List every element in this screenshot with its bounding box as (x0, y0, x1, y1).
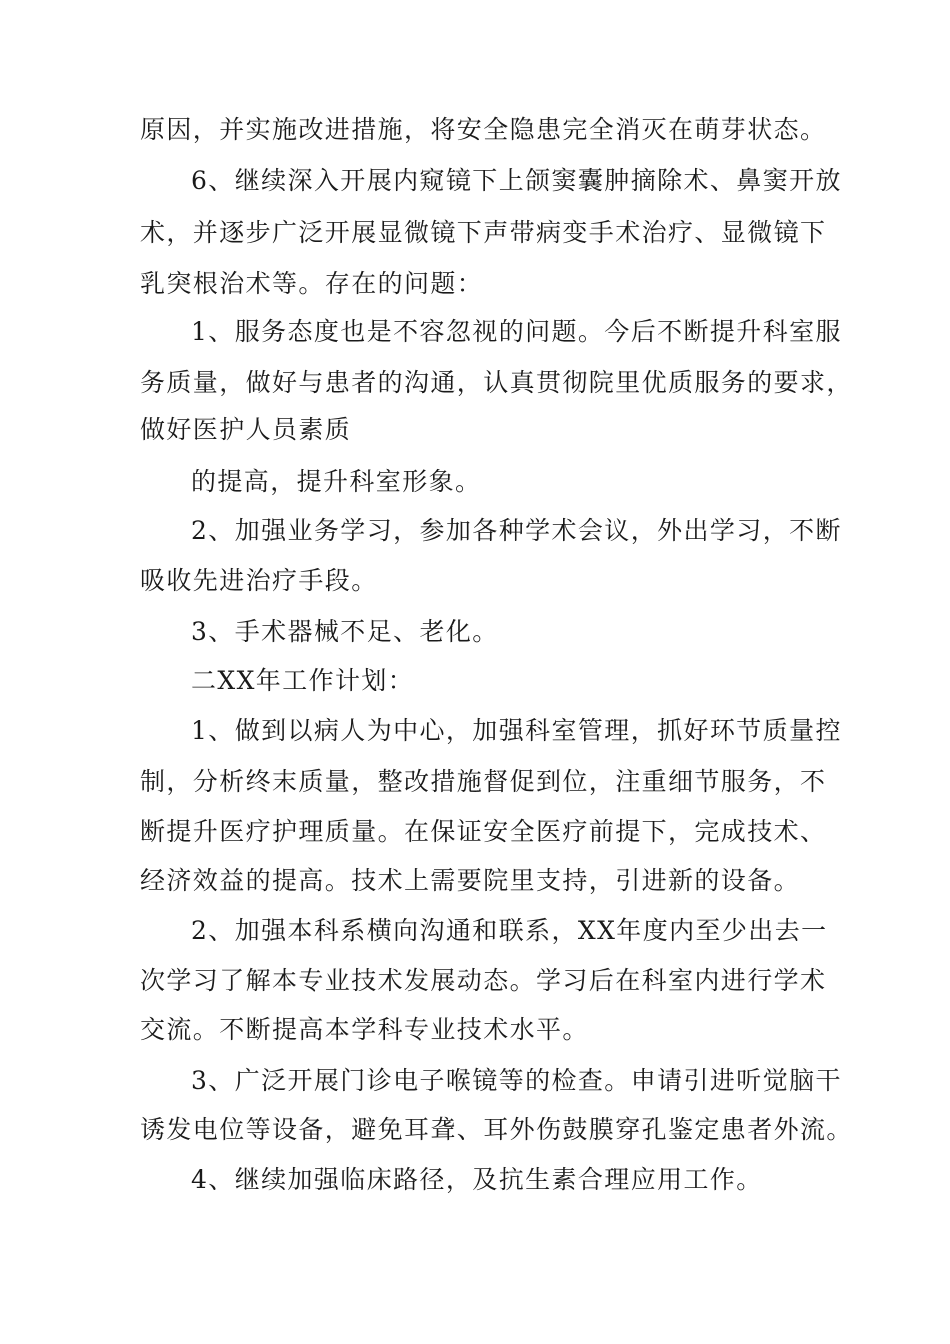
text-line: 3、广泛开展门诊电子喉镜等的检查。申请引进听觉脑干 (191, 1066, 842, 1095)
text-line: 制，分析终末质量，整改措施督促到位，注重细节服务，不 (140, 767, 827, 796)
text-line: 术，并逐步广泛开展显微镜下声带病变手术治疗、显微镜下 (140, 218, 827, 247)
text-line: 乳突根治术等。存在的问题： (140, 269, 484, 298)
text-line: 1、服务态度也是不容忽视的问题。今后不断提升科室服 (191, 317, 842, 346)
text-line: 2、加强业务学习，参加各种学术会议，外出学习，不断 (191, 516, 842, 545)
text-line: 的提高，提升科室形象。 (191, 467, 482, 496)
text-line: 交流。不断提高本学科专业技术水平。 (140, 1015, 589, 1044)
text-line: 务质量，做好与患者的沟通，认真贯彻院里优质服务的要求， (140, 368, 853, 397)
text-line: 吸收先进治疗手段。 (140, 566, 378, 595)
text-line: 6、继续深入开展内窥镜下上颌窦囊肿摘除术、鼻窦开放 (191, 166, 842, 195)
text-line: 3、手术器械不足、老化。 (191, 617, 499, 646)
text-line: 经济效益的提高。技术上需要院里支持，引进新的设备。 (140, 866, 801, 895)
text-line: 次学习了解本专业技术发展动态。学习后在科室内进行学术 (140, 966, 827, 995)
text-line: 1、做到以病人为中心，加强科室管理，抓好环节质量控 (191, 716, 842, 745)
text-line: 2、加强本科系横向沟通和联系，XX年度内至少出去一 (191, 916, 828, 945)
text-line: 4、继续加强临床路径，及抗生素合理应用工作。 (191, 1165, 763, 1194)
text-line: 二XX年工作计划： (191, 666, 415, 695)
text-line: 做好医护人员素质 (140, 415, 352, 444)
text-line: 断提升医疗护理质量。在保证安全医疗前提下，完成技术、 (140, 817, 827, 846)
text-line: 原因，并实施改进措施，将安全隐患完全消灭在萌芽状态。 (140, 115, 827, 144)
text-line: 诱发电位等设备，避免耳聋、耳外伤鼓膜穿孔鉴定患者外流。 (140, 1115, 853, 1144)
